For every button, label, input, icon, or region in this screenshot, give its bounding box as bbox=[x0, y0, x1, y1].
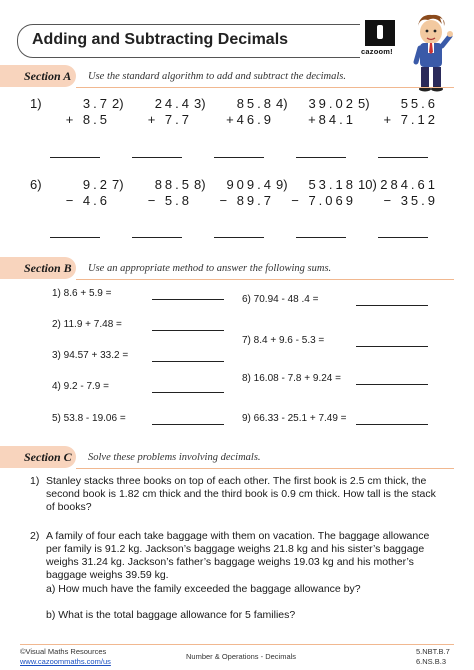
section-a-rule bbox=[76, 87, 454, 88]
answer-blank[interactable] bbox=[356, 424, 428, 425]
logo-text: cazoom! bbox=[361, 47, 393, 56]
problem-bottom-number: + 8.5 bbox=[65, 112, 110, 127]
answer-line[interactable] bbox=[50, 237, 100, 238]
problem-bottom-number: +84.1 bbox=[308, 112, 356, 127]
problem-number: 10) bbox=[358, 177, 377, 192]
answer-line[interactable] bbox=[214, 157, 264, 158]
section-b-label: Section B bbox=[24, 261, 72, 275]
problem-top-number: 55.6 bbox=[400, 96, 438, 111]
section-a-label: Section A bbox=[24, 69, 72, 83]
problem-number: 7) bbox=[112, 177, 124, 192]
answer-blank[interactable] bbox=[152, 392, 224, 393]
question-text: A family of four each take baggage with them on vacation. The baggage allowance per family is 91.2 kg. Jackson’s baggage weighs 21.8 kg and his sister’s baggage weighs 31.24 kg. Jackson’s father’s baggage weighs 19.03 kg and his mother’s baggage weighs 39.59 kg. bbox=[46, 530, 430, 581]
problem-number: 5) bbox=[358, 96, 370, 111]
sum-problem: 9) 66.33 - 25.1 + 7.49 = bbox=[242, 413, 347, 424]
answer-line[interactable] bbox=[132, 237, 182, 238]
section-a-instruction: Use the standard algorithm to add and subtract the decimals. bbox=[88, 71, 347, 82]
problem-number: 3) bbox=[194, 96, 206, 111]
footer-topic: Number & Operations - Decimals bbox=[186, 652, 297, 661]
answer-blank[interactable] bbox=[152, 424, 224, 425]
footer-url-link[interactable]: www.cazoommaths.com/us bbox=[20, 657, 111, 666]
footer-copyright: ©Visual Maths Resources bbox=[20, 647, 107, 656]
problem-number: 6) bbox=[30, 177, 42, 192]
page-title: Adding and Subtracting Decimals bbox=[32, 31, 289, 48]
footer-rule bbox=[20, 644, 454, 645]
section-b-rule bbox=[76, 279, 454, 280]
section-c-instruction: Solve these problems involving decimals. bbox=[88, 452, 261, 463]
section-c-label: Section C bbox=[24, 450, 72, 464]
answer-line[interactable] bbox=[378, 237, 428, 238]
section-b-instruction: Use an appropriate method to answer the following sums. bbox=[88, 263, 332, 274]
answer-line[interactable] bbox=[50, 157, 100, 158]
logo-mark bbox=[365, 20, 395, 46]
word-problem-2a: a) How much have the family exceeded the baggage allowance by? bbox=[46, 583, 361, 595]
answer-blank[interactable] bbox=[356, 384, 428, 385]
sum-problem: 2) 11.9 + 7.48 = bbox=[52, 319, 122, 330]
problem-number: 4) bbox=[276, 96, 288, 111]
sum-problem: 1) 8.6 + 5.9 = bbox=[52, 288, 112, 299]
problem-top-number: 284.61 bbox=[380, 177, 438, 192]
problem-bottom-number: +46.9 bbox=[226, 112, 274, 127]
sum-problem: 8) 16.08 - 7.8 + 9.24 = bbox=[242, 373, 341, 384]
problem-top-number: 3.7 bbox=[82, 96, 110, 111]
answer-blank[interactable] bbox=[356, 346, 428, 347]
problem-bottom-number: − 7.069 bbox=[291, 193, 356, 208]
problem-number: 2) bbox=[112, 96, 124, 111]
sum-problem: 3) 94.57 + 33.2 = bbox=[52, 350, 129, 361]
section-c-tab bbox=[0, 446, 76, 468]
problem-top-number: 88.5 bbox=[154, 177, 192, 192]
question-number: 1) bbox=[30, 475, 40, 487]
answer-line[interactable] bbox=[296, 237, 346, 238]
cazoom-logo bbox=[360, 18, 400, 58]
footer-standard-2: 6.NS.B.3 bbox=[416, 657, 447, 666]
problem-top-number: 53.18 bbox=[308, 177, 356, 192]
problem-bottom-number: − 35.9 bbox=[383, 193, 438, 208]
sum-problem: 6) 70.94 - 48 .4 = bbox=[242, 294, 319, 305]
sum-problem: 7) 8.4 + 9.6 - 5.3 = bbox=[242, 335, 325, 346]
cartoon-boy-illustration bbox=[406, 12, 454, 92]
problem-bottom-number: + 7.12 bbox=[383, 112, 438, 127]
problem-top-number: 85.8 bbox=[236, 96, 274, 111]
answer-blank[interactable] bbox=[152, 330, 224, 331]
answer-line[interactable] bbox=[296, 157, 346, 158]
problem-top-number: 39.02 bbox=[308, 96, 356, 111]
problem-top-number: 9.2 bbox=[82, 177, 110, 192]
problem-bottom-number: − 89.7 bbox=[219, 193, 274, 208]
sum-problem: 4) 9.2 - 7.9 = bbox=[52, 381, 109, 392]
answer-blank[interactable] bbox=[356, 305, 428, 306]
footer-standard-1: 5.NBT.B.7 bbox=[416, 647, 450, 656]
sum-problem: 5) 53.8 - 19.06 = bbox=[52, 413, 126, 424]
title-bar bbox=[17, 24, 385, 58]
section-c-rule bbox=[76, 468, 454, 469]
answer-line[interactable] bbox=[378, 157, 428, 158]
problem-bottom-number: − 4.6 bbox=[65, 193, 110, 208]
question-text: Stanley stacks three books on top of each other. The first book is 2.5 cm thick, the second book is 1.82 cm thick and the third book is 0.9 cm thick. How tall is the stack of books? bbox=[46, 475, 436, 513]
problem-bottom-number: − 5.8 bbox=[147, 193, 192, 208]
section-a-tab bbox=[0, 65, 76, 87]
problem-number: 1) bbox=[30, 96, 42, 111]
question-number: 2) bbox=[30, 530, 40, 542]
problem-number: 8) bbox=[194, 177, 206, 192]
section-b-tab bbox=[0, 257, 76, 279]
footer-link-wrap bbox=[20, 657, 111, 666]
word-problem-2b: b) What is the total baggage allowance for 5 families? bbox=[46, 609, 296, 621]
problem-number: 9) bbox=[276, 177, 288, 192]
answer-blank[interactable] bbox=[152, 361, 224, 362]
answer-line[interactable] bbox=[132, 157, 182, 158]
problem-top-number: 24.4 bbox=[154, 96, 192, 111]
answer-line[interactable] bbox=[214, 237, 264, 238]
answer-blank[interactable] bbox=[152, 299, 224, 300]
problem-top-number: 909.4 bbox=[226, 177, 274, 192]
problem-bottom-number: + 7.7 bbox=[147, 112, 192, 127]
